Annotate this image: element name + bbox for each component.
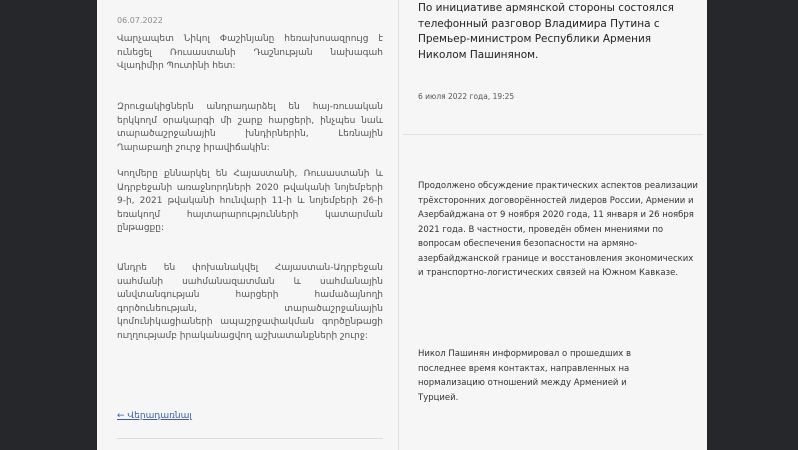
article-paragraph: Продолжено обсуждение практических аспектов реализации трёхсторонних договорённостей лидеров России, Армении и Азербайджана от 9 ноября 2020 года, 11 января и 26 ноября 2021 года. В частности, проведён обмен мнениями по вопросам обеспечения безопасности на армяно-азербайджанской границе и восстановления экономических и транспортно-логистических связей на Южном Кавказе.	[418, 181, 698, 278]
article-paragraph: Կողմերը քննարկել են Հայաստանի, Ռուսաստանի և Ադրբեջանի առաջնորդների 2020 թվականի նոյեմբերի 9-ի, 2021 թվականի հունվարի 11-ի և նոյեմբերի 26-ի եռակողմ հայտարարությունների կատարման ընթացքը:	[117, 169, 383, 233]
article-date: 06.07.2022	[117, 16, 163, 25]
article-paragraph: Զրուցակիցներն անդրադարձել են հայ-ռուսական երկկողմ օրակարգի մի շարք հարցերի, ինչպես նաև տարածաշրջանային խնդիրներին, Լեռնային Ղարաբաղի շուրջ իրավիճակին:	[117, 102, 383, 153]
divider-line	[117, 438, 383, 439]
right-background	[707, 0, 798, 450]
column-divider	[398, 0, 399, 450]
divider-line	[403, 134, 703, 135]
back-link[interactable]: ← Վերադառնալ	[117, 411, 192, 421]
article-paragraph: Վարչապետ Նիկոլ Փաշինյանը հեռախոսազրույց է ունեցել Ռուսաստանի Դաշնության նախագահ Վլադիմիր Պուտինի հետ:	[117, 34, 383, 71]
russian-article	[418, 0, 700, 450]
publication-date: 6 июля 2022 года, 19:25	[418, 92, 515, 101]
armenian-article	[117, 0, 383, 450]
article-headline: По инициативе армянской стороны состоялся телефонный разговор Владимира Путина с Премьер-министром Республики Армения Николом Пашиняном.	[418, 2, 674, 61]
article-paragraph: Անդրե են փոխանակվել Հայաստան-Ադրբեջան սահմանի սահմանազատման և սահմանային անվտանգության հարցերի համաձայնողի գործունեության, տարածաշրջանային կոմունիկացիաների ապաշրջափակման գործընթացի ուղղությամբ իրականացվող աշխատանքների շուրջ:	[117, 263, 383, 341]
article-paragraph: Никол Пашинян информировал о прошедших в последнее время контактах, направленных на нормализацию отношений между Арменией и Турцией.	[418, 349, 632, 403]
left-background	[0, 0, 97, 450]
